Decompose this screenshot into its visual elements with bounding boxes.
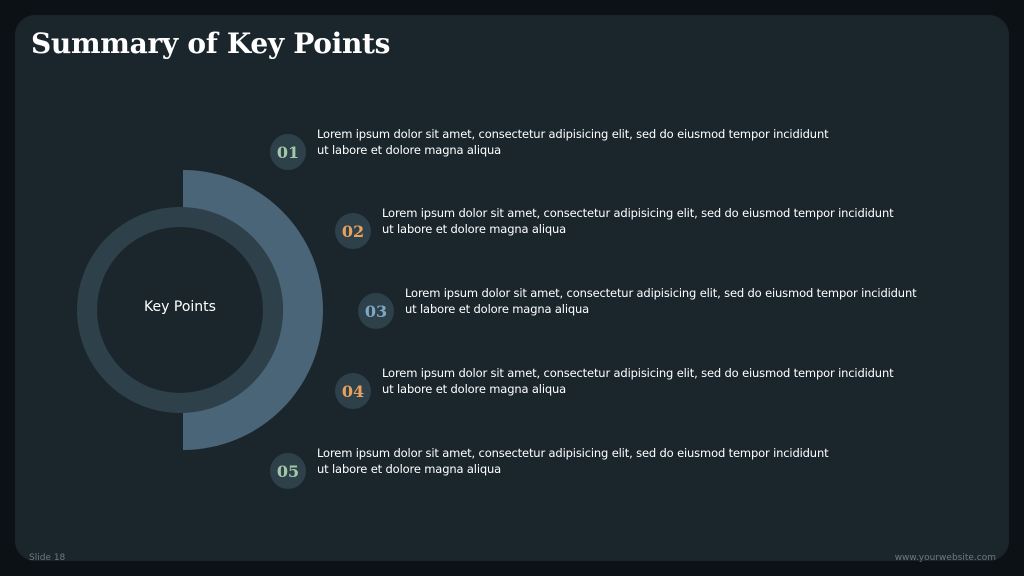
point-number-badge: 03	[358, 293, 394, 329]
point-text-line: ut labore et dolore magna aliqua	[317, 461, 502, 476]
point-text	[382, 366, 1022, 397]
point-number-badge: 04	[335, 373, 371, 409]
point-text-line: Lorem ipsum dolor sit amet, consectetur adipisicing elit, sed do eiusmod tempor incididunt	[382, 206, 894, 220]
point-text	[317, 127, 957, 158]
point-number-badge: 01	[270, 134, 306, 170]
website-url: www.yourwebsite.com	[894, 553, 996, 563]
point-text-line: ut labore et dolore magna aliqua	[382, 381, 567, 396]
point-text-line: Lorem ipsum dolor sit amet, consectetur adipisicing elit, sed do eiusmod tempor incididunt	[382, 366, 894, 380]
center-label: Key Points	[144, 299, 216, 315]
point-text-line: Lorem ipsum dolor sit amet, consectetur adipisicing elit, sed do eiusmod tempor incididunt	[317, 446, 829, 460]
point-text-line: ut labore et dolore magna aliqua	[405, 301, 590, 316]
point-text-line: ut labore et dolore magna aliqua	[317, 142, 502, 157]
point-number-badge: 02	[335, 213, 371, 249]
point-number-badge: 05	[270, 453, 306, 489]
slide-title: Summary of Key Points	[31, 27, 391, 60]
point-text	[405, 286, 1024, 317]
point-text	[317, 446, 957, 477]
point-text-line: Lorem ipsum dolor sit amet, consectetur adipisicing elit, sed do eiusmod tempor incididunt	[317, 127, 829, 141]
point-text	[382, 206, 1022, 237]
point-text-line: Lorem ipsum dolor sit amet, consectetur adipisicing elit, sed do eiusmod tempor incididunt	[405, 286, 917, 300]
slide-number: Slide 18	[29, 553, 66, 563]
point-text-line: ut labore et dolore magna aliqua	[382, 221, 567, 236]
